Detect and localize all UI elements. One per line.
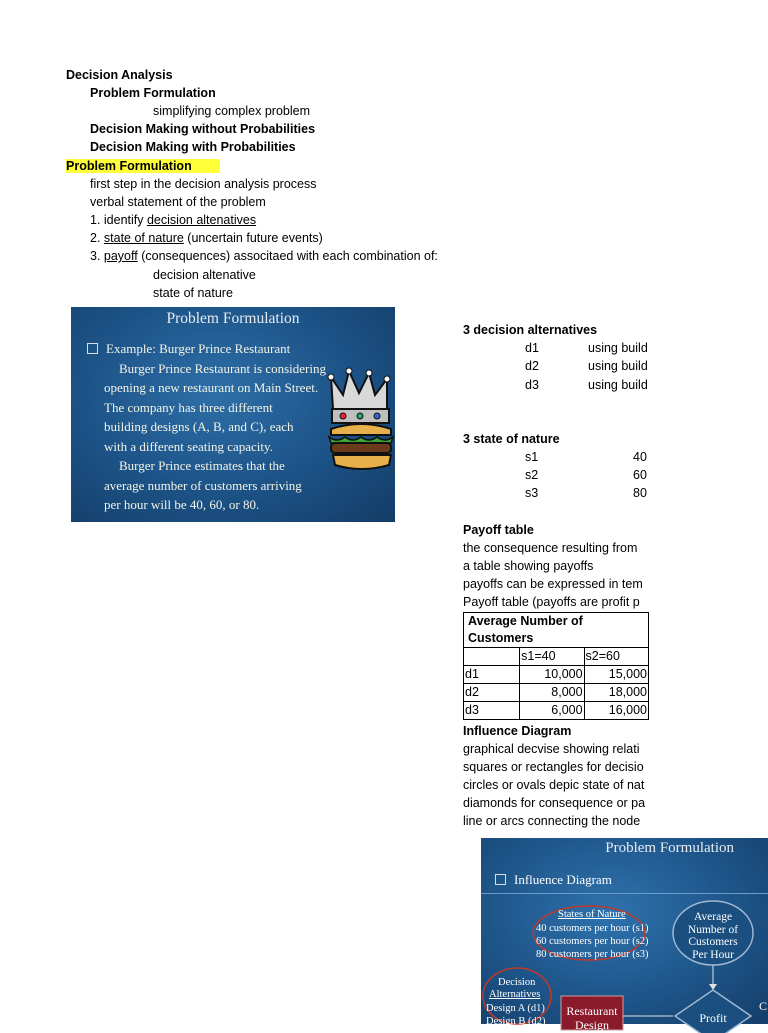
table-row [464,684,649,702]
slide-line-4: building designs (A, B, and C), each [104,419,294,434]
alt-code-2: d2 [525,359,539,373]
influence-line-5: line or arcs connecting the node [463,814,641,828]
slide-line-2: opening a new restaurant on Main Street. [104,380,319,395]
bullet-box-icon [87,343,98,354]
outline-problem-formulation: Problem Formulation [90,86,216,100]
restaurant-rect-label: Restaurant [566,1004,618,1018]
sub-item-1: decision altenative [153,268,256,282]
oval-line-2: Customers [688,936,738,948]
slide2-bullet-text: Influence Diagram [514,872,612,887]
outline-title: Decision Analysis [66,68,173,82]
design-b: Design B (d2) [486,1016,546,1027]
list-item-3-prefix: 3. [90,249,104,263]
payoff-line-3: payoffs can be expressed in tem [463,577,643,591]
table-cell: 16,000 [584,702,648,720]
table-row [464,666,649,684]
slide-burger-prince [71,307,395,522]
state-code-3: s3 [525,486,539,500]
table-cell: 8,000 [520,684,584,702]
table-row [464,702,649,720]
alt-desc-1: using build [588,341,648,355]
table-cell: d3 [464,702,520,720]
decision-title-1: Decision [498,977,536,988]
outline-without-prob: Decision Making without Probabilities [90,122,316,136]
slide-line-3: The company has three different [104,400,273,415]
table-cell: 15,000 [584,666,648,684]
payoff-line-4: Payoff table (payoffs are profit p [463,595,640,609]
list-item-3 [90,247,438,265]
state-code-2: s2 [525,468,539,482]
alternatives-heading: 3 decision alternatives [463,323,598,337]
influence-heading: Influence Diagram [463,724,572,738]
slide-influence-diagram [481,838,768,1032]
right-edge-char: C [759,999,768,1013]
slide2-title: Problem Formulation [605,840,734,856]
right-column [463,318,649,838]
states-heading: 3 state of nature [463,432,560,446]
section-line-1: first step in the decision analysis process [90,177,317,191]
payoff-heading: Payoff table [463,523,534,537]
crowned-burger-icon [327,369,395,493]
slide-line-7: average number of customers arriving [104,478,302,493]
state-val-1: 40 [633,450,647,464]
list-item-2 [90,229,323,247]
state-code-1: s1 [525,450,539,464]
oval-line-3: Per Hour [692,948,734,961]
alt-desc-2: using build [588,359,648,373]
table-cell [464,648,520,666]
table-cell: 6,000 [520,702,584,720]
influence-line-1: graphical decvise showing relati [463,742,640,756]
list-item-2-rest: (uncertain future events) [183,231,323,245]
oval-line-1: Number of [687,923,739,936]
state-val-3: 80 [633,486,647,500]
table-header-cell: Average Number of Customers [464,613,649,648]
table-cell: 18,000 [584,684,648,702]
alt-desc-3: using build [588,378,648,392]
slide-line-0: Example: Burger Prince Restaurant [106,341,291,356]
table-cell: 10,000 [520,666,584,684]
slide-line-8: per hour will be 40, 60, or 80. [104,497,260,512]
slide-line-1: Burger Prince Restaurant is considering [119,361,326,376]
highlighted-heading: Problem Formulation [66,159,220,173]
sub-item-2: state of nature [153,286,233,300]
alt-code-3: d3 [525,378,539,392]
oval-line-0: Average [693,911,733,923]
list-item-1-prefix: 1. identify [90,213,147,227]
section-heading [66,157,220,175]
slide-line-5: with a different seating capacity. [104,439,273,454]
slide-bullet-line [87,339,290,359]
profit-diamond-label: Profit [699,1011,727,1025]
table-cell: s1=40 [520,648,584,666]
alt-code-1: d1 [525,341,539,355]
payoff-line-2: a table showing payoffs [463,559,594,573]
outline-simplifying: simplifying complex problem [153,104,311,118]
list-item-1 [90,211,256,229]
list-item-2-prefix: 2. [90,231,104,245]
state-val-2: 60 [633,468,647,482]
state-line-1: 40 customers per hour (s1) [536,923,649,934]
slide-line-6: Burger Prince estimates that the [119,458,285,473]
slide-title: Problem Formulation [166,310,300,327]
list-item-3-term: payoff [103,249,138,263]
oval-label [677,911,749,961]
list-item-1-term: decision altenatives [146,213,257,227]
table-row [464,613,649,648]
outline-with-prob: Decision Making with Probabilities [90,140,296,154]
payoff-table [463,612,649,720]
influence-line-4: diamonds for consequence or pa [463,796,646,810]
list-item-3-rest: (consequences) associtaed with each combination of: [137,249,438,263]
list-item-2-term: state of nature [103,231,184,245]
table-cell: d1 [464,666,520,684]
section-line-2: verbal statement of the problem [90,195,266,209]
table-cell: s2=60 [584,648,648,666]
states-of-nature-title: States of Nature [558,909,626,920]
influence-line-2: squares or rectangles for decisio [463,760,644,774]
table-row [464,648,649,666]
decision-title-2: Alternatives [489,989,541,1000]
influence-line-3: circles or ovals depic state of nat [463,778,645,792]
design-a: Design A (d1) [486,1003,545,1014]
table-cell: d2 [464,684,520,702]
restaurant-rect-label-2: Design [575,1018,609,1032]
state-line-2: 60 customers per hour (s2) [536,936,649,947]
state-line-3: 80 customers per hour (s3) [536,949,649,960]
payoff-line-1: the consequence resulting from [463,541,638,555]
